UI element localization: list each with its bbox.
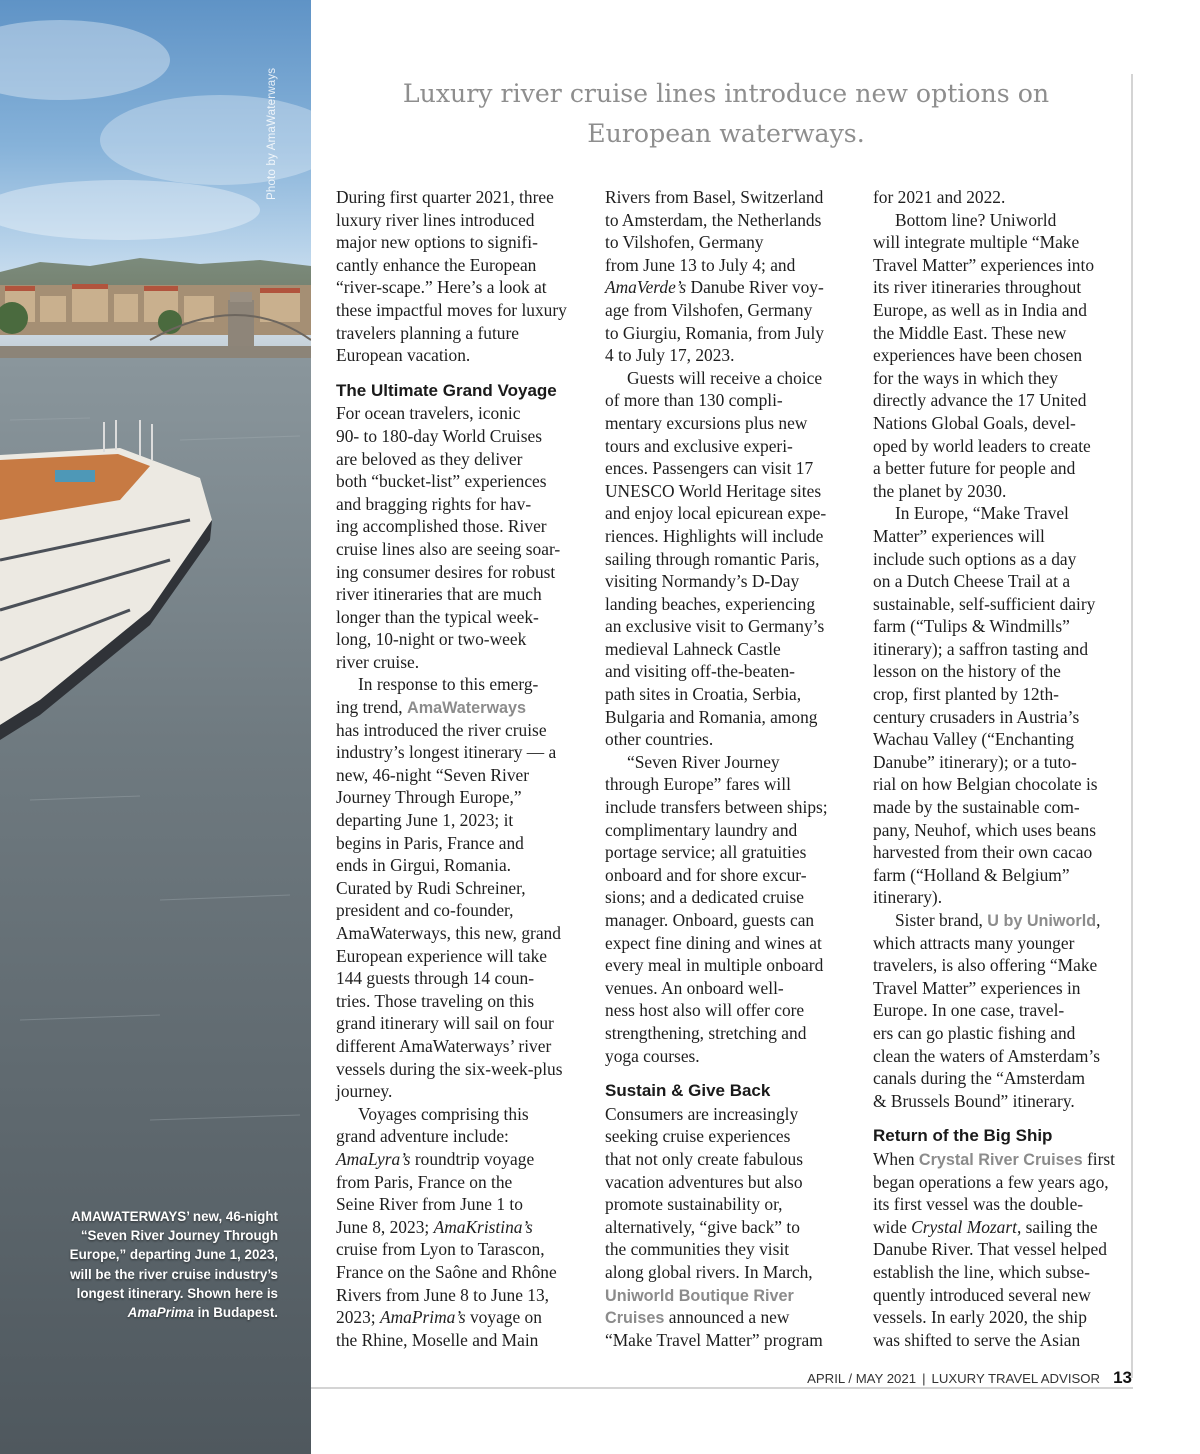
text-line: these impactful moves for luxury [336,299,567,320]
text-line: a better future for people and [873,458,1076,479]
text-line: an exclusive visit to Germany’s [605,616,825,637]
text-line: visiting Normandy’s D-Day [605,571,800,592]
text-line: manager. Onboard, guests can [605,910,815,930]
text-line: to Giurgiu, Romania, from July [605,322,824,343]
text-line: For ocean travelers, iconic [336,403,521,424]
section-heading: The Ultimate Grand Voyage [336,380,557,400]
text-line: strengthening, stretching and [605,1022,807,1043]
section-spacer [873,1112,1125,1125]
text-line: yoga courses. [605,1045,700,1066]
text-run: June 8, 2023; [336,1216,434,1237]
text-line: include such options as a day [873,548,1077,569]
text-line: rial on how Belgian chocolate is [873,774,1098,795]
text-line: “Make Travel Matter” program [605,1329,823,1350]
text-line [605,276,857,299]
text-line: grand adventure include: [336,1126,509,1147]
text-line: sustainable, self-sufficient dairy [873,593,1096,614]
page-footer [807,1368,1132,1388]
text-line: vessels during the six-week-plus [336,1058,563,1079]
text-line: travelers planning a future [336,322,520,343]
text-line: was shifted to serve the Asian [873,1329,1081,1350]
text-line: itinerary); a saffron tasting and [873,638,1089,659]
text-line: river itineraries that are much [336,584,542,605]
text-line: has introduced the river cruise [336,719,547,740]
text-line: medieval Lahneck Castle [605,638,781,659]
text-line [336,696,588,719]
text-run: Sister brand, [895,910,988,930]
text-line: landing beaches, experiencing [605,593,816,614]
text-line: Matter” experiences will [873,525,1045,546]
text-line: ing accomplished those. River [336,516,547,537]
text-line: farm (“Tulips & Windmills” [873,616,1070,637]
text-line: Wachau Valley (“Enchanting [873,729,1075,750]
text-line: sions; and a dedicated cruise [605,887,804,908]
text-run: roundtrip voyage [410,1148,535,1169]
text-line: 90- to 180-day World Cruises [336,425,542,446]
text-line: vacation adventures but also [605,1171,803,1192]
text-line: vessels. In early 2020, the ship [873,1307,1087,1328]
text-line: In Europe, “Make Travel [895,503,1069,524]
footer-separator: | [922,1371,926,1386]
ship-name: Crystal Mozart [911,1216,1017,1237]
text-line: experiences have been chosen [873,345,1083,366]
text-line: harvested from their own cacao [873,842,1093,863]
text-line: major new options to signifi- [336,232,538,253]
text-line: ing consumer desires for robust [336,561,556,582]
text-line: begins in Paris, France and [336,832,524,853]
text-line: every meal in multiple onboard [605,955,824,976]
text-line: Rivers from June 8 to June 13, [336,1284,550,1305]
text-line: canals during the “Amsterdam [873,1068,1085,1089]
text-line: AmaWaterways, this new, grand [336,923,561,943]
text-run: announced a new [664,1307,790,1328]
text-line [336,1216,588,1239]
text-line: along global rivers. In March, [605,1261,813,1282]
brand-name: Uniworld Boutique River [605,1286,794,1305]
page-number: 13 [1113,1368,1132,1387]
text-line: Europe, as well as in India and [873,299,1087,320]
footer-publication: LUXURY TRAVEL ADVISOR [931,1371,1101,1386]
text-line: establish the line, which subse- [873,1261,1090,1282]
text-line: farm (“Holland & Belgium” [873,864,1070,885]
text-line: mentary excursions plus new [605,412,808,433]
text-line: Danube” itinerary); or a tuto- [873,751,1077,772]
article-deck [340,74,1112,154]
text-line: from June 13 to July 4; and [605,254,796,275]
brand-name: U by Uniworld [987,912,1097,930]
text-line: on a Dutch Cheese Trail at a [873,571,1071,592]
text-line: In response to this emerg- [358,674,539,695]
text-line: from Paris, France on the [336,1171,513,1192]
footer-issue-date: APRIL / MAY 2021 [807,1371,917,1386]
text-line: its first vessel was the double- [873,1194,1084,1215]
text-line: ends in Girgui, Romania. [336,855,512,876]
text-line: “river-scape.” Here’s a look at [336,277,547,298]
text-line: its river itineraries throughout [873,277,1082,298]
text-line: to Amsterdam, the Netherlands [605,209,822,230]
text-line: Guests will receive a choice [627,367,823,388]
text-line: cruise from Lyon to Tarascon, [336,1239,545,1260]
text-line: luxury river lines introduced [336,209,535,230]
text-line: clean the waters of Amsterdam’s [873,1045,1100,1066]
text-line: for the ways in which they [873,367,1058,388]
section-spacer [336,367,588,380]
text-run: When [873,1148,919,1169]
text-line: crop, first planted by 12th- [873,684,1059,705]
text-run: wide [873,1216,912,1237]
text-line: that not only create fabulous [605,1148,803,1169]
text-line: which attracts many younger [873,932,1075,953]
text-line: tries. Those traveling on this [336,990,535,1011]
text-line: European experience will take [336,945,547,966]
article-column-3 [873,186,1125,1351]
text-line [873,1148,1125,1171]
section-spacer [605,1067,857,1080]
text-line: river cruise. [336,651,420,672]
text-line: travelers, is also offering “Make [873,955,1098,976]
text-line: onboard and for shore excur- [605,864,807,885]
text-line: oped by world leaders to create [873,435,1091,456]
article-column-2 [605,186,857,1351]
text-line: venues. An onboard well- [605,977,784,998]
text-line: complimentary laundry and [605,819,798,840]
text-line: include transfers between ships; [605,797,828,818]
photo-credit: Photo by AmaWaterways [266,67,278,200]
text-line: & Brussels Bound” itinerary. [873,1090,1075,1111]
text-line: Curated by Rudi Schreiner, [336,877,526,898]
text-line: Travel Matter” experiences in [873,977,1081,998]
text-line [336,1306,588,1329]
text-line: sailing through romantic Paris, [605,548,820,569]
text-line: made by the sustainable com- [873,797,1080,818]
text-line: different AmaWaterways’ river [336,1035,552,1056]
text-line: Seine River from June 1 to [336,1194,523,1215]
text-run: 2023; [336,1307,380,1328]
text-line: Voyages comprising this [358,1103,529,1124]
text-line: ers can go plastic fishing and [873,1022,1076,1043]
text-line: path sites in Croatia, Serbia, [605,684,802,705]
text-line: century crusaders in Austria’s [873,706,1080,727]
text-line: 4 to July 17, 2023. [605,345,735,366]
text-line [873,909,1125,932]
photo-caption [62,1207,278,1322]
frame-rule-right [1131,74,1133,1378]
text-line: began operations a few years ago, [873,1171,1109,1192]
text-line: to Vilshofen, Germany [605,232,764,253]
ship-name: AmaPrima’s [379,1307,466,1328]
ship-name: AmaVerde’s [605,277,687,298]
cover-photo [0,0,311,1454]
text-line: riences. Highlights will include [605,525,824,546]
section-heading: Return of the Big Ship [873,1126,1053,1146]
caption-lead: AMAWATERWAYS’ new, 46-night “Seven River Journey Through Europe,” departing June 1, 2023, will be the river cruise industry’s longest itinerary. Shown here is [69,1209,278,1301]
ship-name: AmaKristina’s [433,1216,533,1237]
text-line: Bottom line? Uniworld [895,209,1057,230]
text-line: pany, Neuhof, which uses beans [873,819,1096,840]
text-line: European vacation. [336,345,471,366]
text-line: alternatively, “give back” to [605,1216,800,1237]
text-line: new, 46-night “Seven River [336,764,530,785]
text-line: Travel Matter” experiences into [873,254,1095,275]
text-line: longer than the typical week- [336,606,539,627]
text-line: During first quarter 2021, three [336,187,554,207]
article-column-1 [336,186,588,1351]
text-line: and bragging rights for hav- [336,493,532,514]
text-line: cantly enhance the European [336,254,537,275]
text-line: seeking cruise experiences [605,1126,791,1147]
text-line: 144 guests through 14 coun- [336,968,535,989]
text-line: president and co-founder, [336,900,514,921]
text-line: Journey Through Europe,” [336,787,522,808]
text-line: quently introduced several new [873,1284,1091,1305]
brand-name: Crystal River Cruises [918,1150,1083,1169]
text-line: expect fine dining and wines at [605,932,822,953]
text-line: promote sustainability or, [605,1194,783,1215]
text-line: are beloved as they deliver [336,448,523,469]
caption-tail: in Budapest. [193,1305,278,1321]
text-line: long, 10-night or two-week [336,629,527,650]
text-run: , [1096,910,1101,930]
text-line: journey. [336,1081,393,1102]
text-line: Danube River. That vessel helped [873,1239,1107,1260]
text-line: for 2021 and 2022. [873,187,1006,207]
text-line: UNESCO World Heritage sites [605,480,822,501]
text-line: departing June 1, 2023; it [336,810,514,831]
text-run: first [1082,1148,1116,1169]
text-line: ences. Passengers can visit 17 [605,458,814,479]
text-line: the communities they visit [605,1239,790,1260]
text-line: “Seven River Journey [627,751,780,772]
text-line: and visiting off-the-beaten- [605,661,795,682]
text-line: portage service; all gratuities [605,842,807,863]
text-line: the planet by 2030. [873,480,1007,501]
caption-ship-name: AmaPrima [127,1305,194,1321]
text-line: Consumers are increasingly [605,1103,799,1124]
text-line: both “bucket-list” experiences [336,471,547,492]
deck-line-2: European waterways. [587,119,865,148]
text-run: Danube River voy- [686,277,824,298]
text-line: and enjoy local epicurean expe- [605,503,827,524]
brand-name: Cruises [605,1309,665,1328]
text-line: cruise lines also are seeing soar- [336,538,561,559]
text-run: voyage on [465,1307,542,1328]
text-line: through Europe” fares will [605,774,791,795]
text-line [605,1284,857,1307]
text-run: ing trend, [336,697,407,718]
text-line [605,1306,857,1329]
text-line: Rivers from Basel, Switzerland [605,187,824,207]
text-line: directly advance the 17 United [873,390,1087,411]
text-line: of more than 130 compli- [605,390,783,411]
section-heading: Sustain & Give Back [605,1081,771,1101]
text-line: the Middle East. These new [873,322,1067,343]
text-line: will integrate multiple “Make [873,232,1080,253]
text-run: , sailing the [1016,1216,1098,1237]
brand-name: AmaWaterways [407,699,527,718]
text-line [873,1216,1125,1239]
text-line: Europe. In one case, travel- [873,1000,1065,1021]
ship-name: AmaLyra’s [336,1148,411,1169]
text-line: tours and exclusive experi- [605,435,793,456]
text-line: industry’s longest itinerary — a [336,742,557,763]
text-line: France on the Saône and Rhône [336,1261,557,1282]
text-line: age from Vilshofen, Germany [605,299,813,320]
text-line: itinerary). [873,887,943,908]
text-line: Nations Global Goals, devel- [873,412,1076,433]
text-line: lesson on the history of the [873,661,1061,682]
deck-line-1: Luxury river cruise lines introduce new options on [402,79,1050,108]
text-line [336,1148,588,1171]
text-line: the Rhine, Moselle and Main [336,1329,539,1350]
text-line: ness host also will offer core [605,1000,805,1021]
text-line: other countries. [605,729,714,750]
text-line: grand itinerary will sail on four [336,1013,554,1034]
text-line: Bulgaria and Romania, among [605,706,818,727]
